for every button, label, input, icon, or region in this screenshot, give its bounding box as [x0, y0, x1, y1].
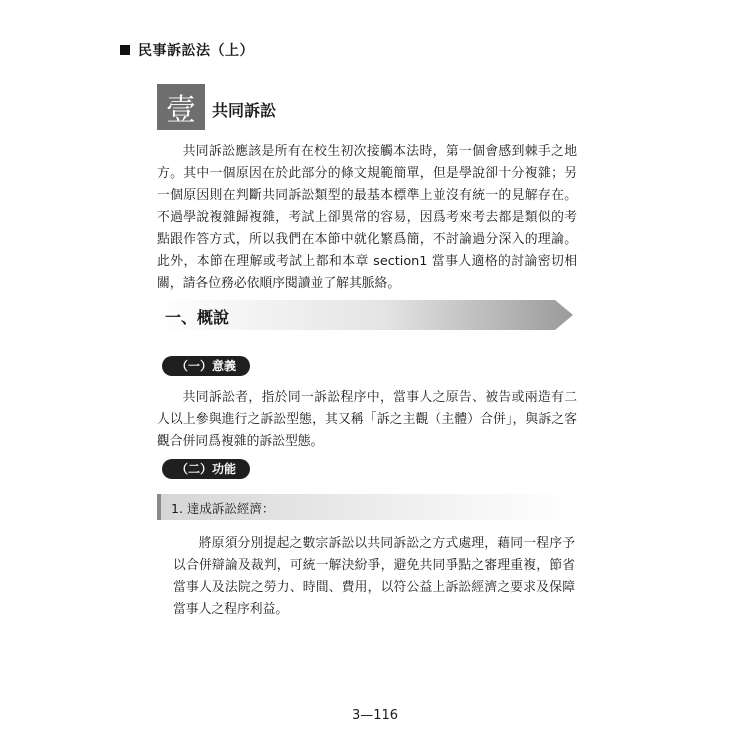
page-number: 3—116 — [351, 708, 399, 723]
point-title-bar — [157, 494, 577, 520]
square-bullet-icon — [120, 45, 130, 55]
running-title: 民事訴訟法（上） — [138, 43, 254, 59]
section-number: 壹 — [166, 93, 196, 128]
section-number-box — [157, 84, 205, 130]
intro-text: 共同訴訟應該是所有在校生初次接觸本法時，第一個會感到棘手之地方。其中一個原因在於此部分的條文規範簡單，但是學說卻十分複雜；另一個原因則在判斷共同訴訟類型的最基本標準上並沒有統一的見解存在。不過學說複雜歸複雜，考試上卻異常的容易，因爲考來考去都是類似的考點跟作答方式，所以我們在本節中就化繁爲簡，不討論過分深入的理論。此外，本節在理解或考試上都和本章 section1 當事人適格的討論密切相關，請各位務必依順序閱讀並了解其脈絡。 — [157, 144, 577, 291]
intro-paragraph — [157, 141, 577, 295]
meaning-text: 共同訴訟者，指於同一訴訟程序中，當事人之原告、被告或兩造有二人以上參與進行之訴訟型態，其又稱「訴之主觀（主體）合併」，與訴之客觀合併同爲複雜的訴訟型態。 — [157, 390, 577, 449]
subsection-title: 一、概說 — [165, 308, 230, 327]
subsection-banner — [155, 300, 573, 330]
point-title: 1. 達成訴訟經濟： — [171, 501, 275, 516]
function-text: 將原須分別提起之數宗訴訟以共同訴訟之方式處理，藉同一程序予以合併辯論及裁判，可統一解決紛爭，避免共同爭點之審理重複，節省當事人及法院之勞力、時間、費用，以符公益上訴訟經濟之要求及保障當事人之程序利益。 — [173, 536, 575, 617]
running-header — [120, 40, 254, 60]
section-title: 共同訴訟 — [212, 101, 277, 120]
item-label-meaning: （一）意義 — [162, 356, 250, 376]
function-paragraph — [173, 533, 575, 621]
meaning-paragraph — [157, 387, 577, 453]
item-label-function: （二）功能 — [162, 459, 250, 479]
